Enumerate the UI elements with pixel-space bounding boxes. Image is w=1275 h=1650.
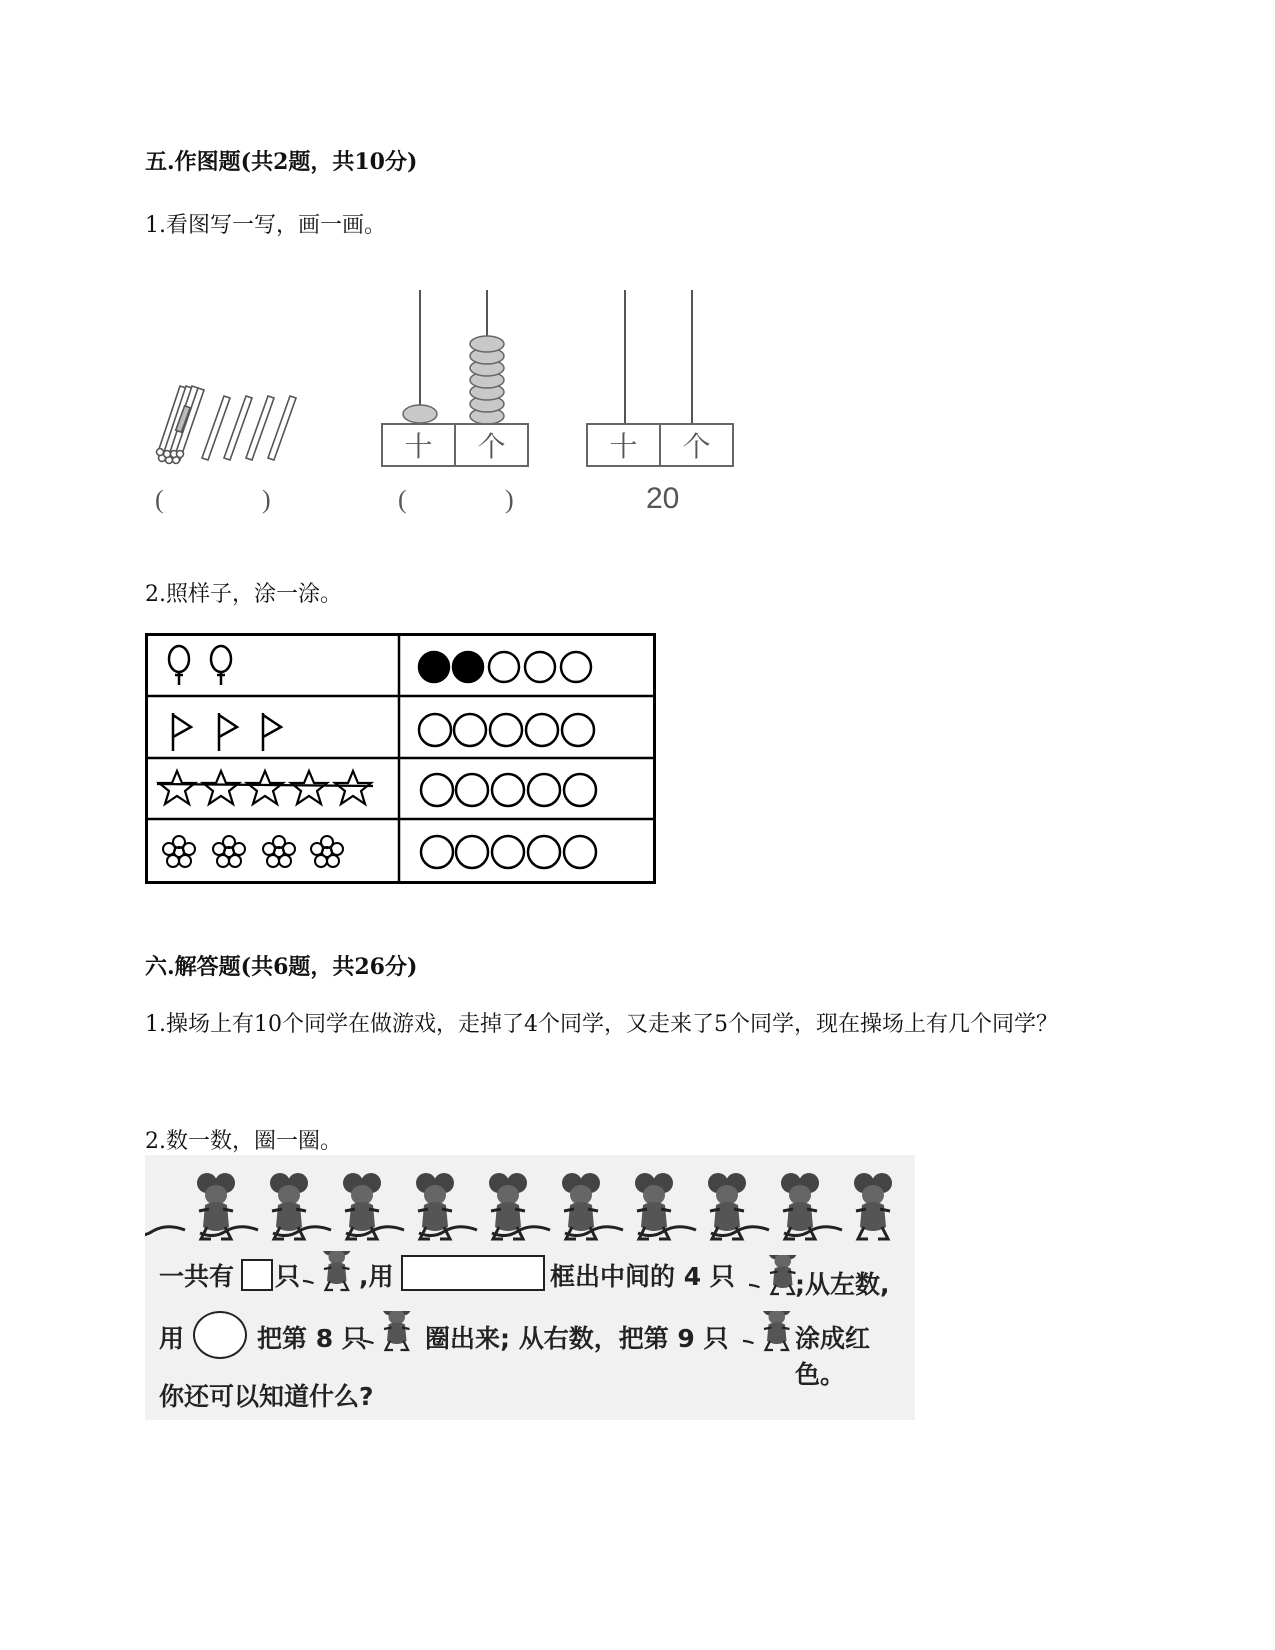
- abacus-2-ones-label: 个: [682, 430, 711, 463]
- question-6-2-text: 2.数一数，圈一圈。: [145, 1129, 342, 1154]
- mice-line-1-c: ,用: [359, 1262, 394, 1291]
- answer-paren-right-1: ): [262, 485, 271, 514]
- mouse-icon: [363, 1311, 425, 1361]
- row-1-circles: [419, 652, 591, 682]
- empty-circle: [561, 652, 591, 682]
- abacus-1-ones-label: 个: [477, 430, 506, 463]
- section-6-title: 六.解答题(共6题，共26分): [145, 954, 418, 980]
- mice-line-2-a: 用: [159, 1324, 185, 1353]
- abacus-2-value: 20: [646, 482, 680, 515]
- abacus-2-tens-label: 十: [609, 430, 638, 463]
- mice-line-3: 你还可以知道什么?: [159, 1382, 374, 1411]
- abacus-1-tens-label: 十: [404, 430, 433, 463]
- question-5-2-text: 2.照样子，涂一涂。: [145, 582, 342, 607]
- row-4-circles: [421, 836, 596, 868]
- mice-row: [145, 1155, 915, 1250]
- mice-line-1-b: 只: [275, 1262, 301, 1291]
- mice-line-2-c: 圈出来; 从右数，把第 9 只: [425, 1324, 729, 1353]
- row-3-circles: [421, 774, 596, 806]
- mice-line-2-b: 把第 8 只: [257, 1324, 367, 1353]
- row-2-circles: [419, 714, 594, 746]
- mouse-icon: [303, 1251, 365, 1301]
- mice-line-2-d: 涂成红色。: [795, 1324, 871, 1389]
- frame-answer-box[interactable]: [401, 1255, 545, 1291]
- answer-paren-left-2: (: [398, 485, 407, 514]
- question-6-1-text: 1.操场上有10个同学在做游戏，走掉了4个同学，又走来了5个同学，现在操场上有几个同学？: [145, 1012, 1058, 1037]
- stick-bundle-illustration: [150, 380, 310, 470]
- mice-counting-panel: [145, 1155, 915, 1420]
- section-5-title: 五.作图题(共2题，共10分): [145, 149, 418, 175]
- empty-circle: [525, 652, 555, 682]
- empty-circle: [489, 652, 519, 682]
- question-5-1-text: 1.看图写一写，画一画。: [145, 213, 386, 238]
- mice-line-1-a: 一共有: [159, 1262, 235, 1291]
- mice-line-1-d: 框出中间的 4 只: [550, 1262, 735, 1291]
- mouse-icon: [145, 1173, 235, 1239]
- answer-paren-left-1: (: [155, 485, 164, 514]
- single-sticks-icon: [202, 396, 296, 460]
- bundle-of-ten-icon: [157, 386, 205, 464]
- filled-circle: [453, 652, 483, 682]
- filled-circle: [419, 652, 449, 682]
- answer-paren-right-2: ): [505, 485, 514, 514]
- mice-line-1-e: ;从左数,: [795, 1270, 890, 1299]
- coloring-table: [145, 633, 657, 885]
- abacus-1-beads: [403, 336, 504, 424]
- count-answer-box[interactable]: [241, 1259, 273, 1291]
- circle-answer-shape[interactable]: [193, 1311, 247, 1359]
